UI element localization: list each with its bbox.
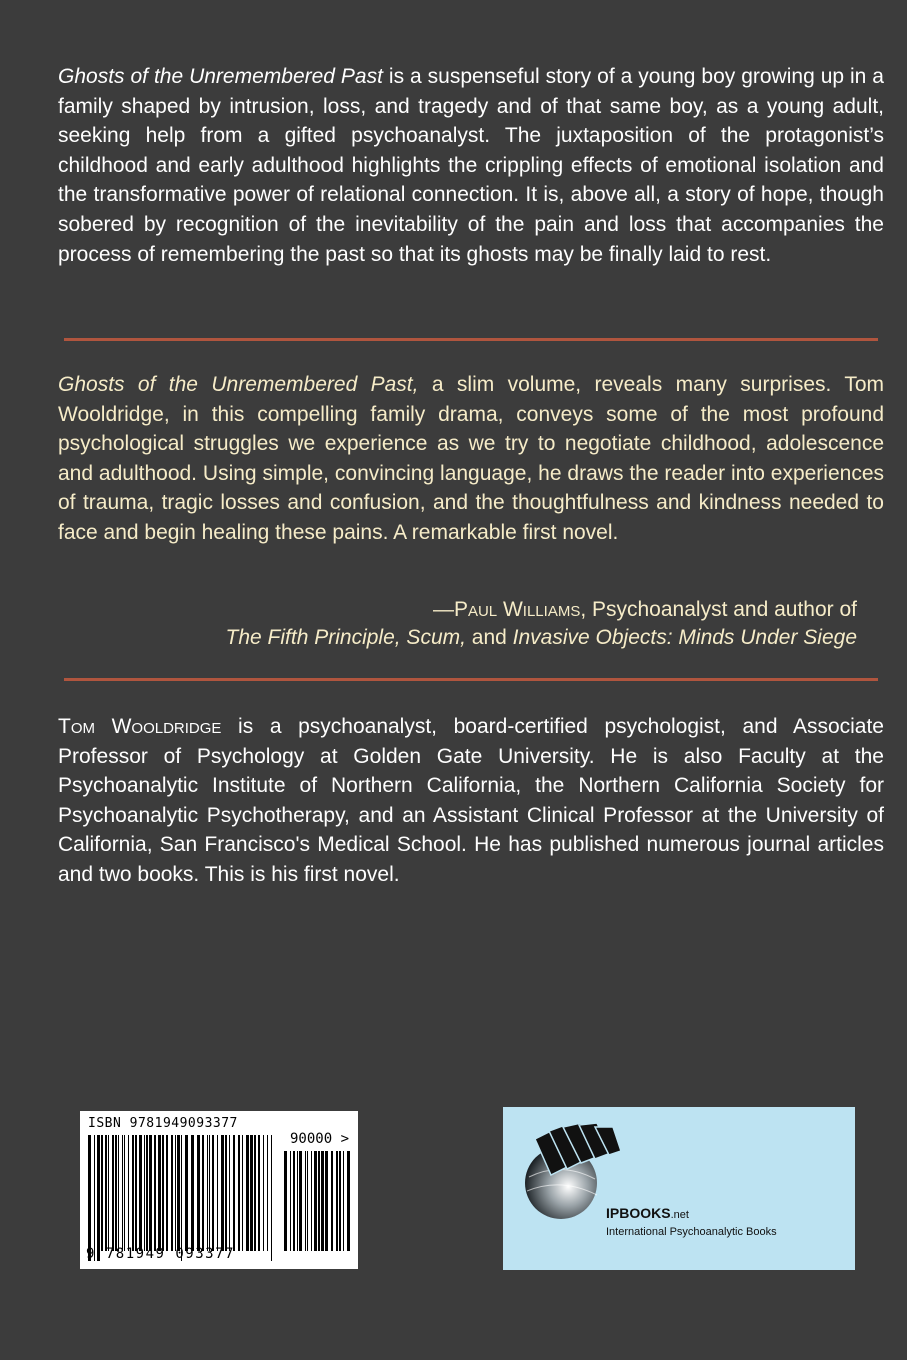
review-text: a slim volume, reveals many surprises. Tom Wooldridge, in this compelling family drama, conveys some of the most profound psychological struggles we experience as we try to negotiate childhood, adolescence and adulthood. Using simple, convincing language, he draws the reader into experiences of trauma, tragic losses and confusion, and the thoughtfulness and kindness needed to face and begin healing these pains. A remarkable first novel.	[58, 373, 884, 544]
barcode-bar	[258, 1135, 260, 1251]
barcode-bar	[122, 1135, 123, 1251]
barcode-bar	[128, 1135, 129, 1251]
publisher-name-main: IPBOOKS	[606, 1205, 671, 1221]
barcode-bar	[221, 1135, 224, 1251]
publisher-name	[606, 1205, 689, 1221]
barcode-bar	[158, 1135, 161, 1251]
barcode-bar	[191, 1135, 194, 1251]
barcode-bar	[246, 1135, 249, 1251]
barcode-bar	[318, 1151, 320, 1251]
barcode-bar	[299, 1151, 302, 1251]
barcode-bar	[166, 1135, 168, 1251]
barcode-bar	[139, 1135, 142, 1251]
publisher-logo-panel	[503, 1107, 855, 1270]
barcode-bar	[97, 1135, 100, 1261]
reviewer-book-1: The Fifth Principle, Scum,	[225, 626, 466, 649]
barcode-bar	[108, 1135, 109, 1251]
barcode-bar	[263, 1135, 264, 1251]
review-attribution	[226, 596, 857, 652]
barcode-bar	[238, 1135, 240, 1251]
barcode-bar	[307, 1151, 308, 1251]
review-paragraph	[58, 370, 884, 548]
barcode-bar	[135, 1135, 137, 1251]
barcode-bar	[314, 1151, 317, 1251]
barcode-bars	[88, 1135, 276, 1261]
review-book-title: Ghosts of the Unremembered Past,	[58, 373, 419, 396]
blurb-book-title: Ghosts of the Unremembered Past	[58, 65, 383, 88]
barcode-bar	[112, 1135, 114, 1251]
barcode-bar	[154, 1135, 156, 1251]
barcode-bar	[212, 1135, 214, 1251]
isbn-label: ISBN 9781949093377	[88, 1116, 238, 1131]
barcode-bar	[311, 1151, 312, 1251]
barcode-bar	[146, 1135, 148, 1251]
barcode-bar	[347, 1151, 350, 1251]
barcode-bar	[171, 1135, 173, 1251]
attribution-and: and	[465, 626, 513, 649]
attribution-dash: —	[432, 598, 454, 621]
barcode-bar	[209, 1135, 210, 1251]
publisher-name-suffix: .net	[670, 1209, 689, 1221]
barcode-bar	[162, 1135, 164, 1251]
bio-text: is a psychoanalyst, board-certified psychologist, and Associate Professor of Psychology at Golden Gate University. He is also Faculty at the Psychoanalytic Institute of Northern California, the Northern California Society for Psychoanalytic Psychotherapy, and an Assistant Clinical Professor at the University of California, San Francisco's Medical School. He has published numerous journal articles and two books. This is his first novel.	[58, 715, 884, 886]
attribution-line-2	[226, 624, 857, 652]
author-bio	[58, 712, 884, 890]
reviewer-name: Paul Williams	[453, 598, 581, 621]
divider-rule	[64, 338, 878, 341]
barcode-bar	[207, 1135, 208, 1251]
barcode-bar	[177, 1135, 180, 1251]
barcode-bar	[242, 1135, 243, 1251]
blurb-paragraph	[58, 62, 884, 269]
barcode-bar	[271, 1135, 272, 1261]
barcode-bar	[132, 1135, 134, 1251]
barcode-bar	[297, 1151, 298, 1251]
barcode-bar	[336, 1151, 338, 1251]
barcode-bar	[202, 1135, 204, 1251]
barcode-bar	[331, 1151, 333, 1251]
barcode-bar	[229, 1135, 230, 1251]
barcode-bar	[284, 1151, 287, 1251]
barcode-bar	[118, 1135, 119, 1251]
attribution-line-1	[226, 596, 857, 624]
isbn-digits: 9 781949 093377	[86, 1246, 235, 1262]
barcode-addon-bars	[284, 1151, 350, 1261]
barcode-bar	[149, 1135, 152, 1251]
barcode-label	[80, 1111, 358, 1269]
barcode-bar	[88, 1135, 91, 1261]
barcode-bar	[305, 1151, 306, 1251]
barcode-bar	[321, 1151, 324, 1251]
barcode-bar	[175, 1135, 176, 1251]
author-name: Tom Wooldridge	[58, 715, 222, 738]
barcode-bar	[181, 1135, 182, 1261]
barcode-bar	[101, 1135, 103, 1251]
barcode-bar	[293, 1151, 295, 1251]
barcode-bar	[144, 1135, 145, 1251]
barcode-bar	[254, 1135, 256, 1251]
reviewer-role: , Psychoanalyst and author of	[580, 598, 857, 621]
price-code: 90000 >	[290, 1131, 350, 1147]
blurb-text: is a suspenseful story of a young boy growing up in a family shaped by intrusion, loss, and tragedy and of that same boy, as a young adult, seeking help from a gifted psychoanalyst. The juxtaposition of the protagonist’s childhood and early adulthood highlights the crippling effects of emotional isolation and the transformative power of relational connection. It is, above all, a story of hope, though sobered by recognition of the inevitability of the pain and loss that accompanies the process of remembering the past so that its ghosts may be finally laid to rest.	[58, 65, 884, 266]
barcode-bar	[267, 1135, 268, 1251]
barcode-bar	[197, 1135, 200, 1251]
divider-rule	[64, 678, 878, 681]
barcode-bar	[185, 1135, 188, 1251]
barcode-bar	[124, 1135, 125, 1251]
barcode-bar	[339, 1151, 341, 1251]
barcode-bar	[325, 1151, 328, 1251]
barcode-bar	[217, 1135, 218, 1251]
barcode-bar	[225, 1135, 227, 1251]
barcode-bar	[115, 1135, 117, 1251]
barcode-bar	[94, 1135, 95, 1261]
publisher-tagline: International Psychoanalytic Books	[606, 1226, 777, 1238]
barcode-bar	[105, 1135, 107, 1251]
barcode-bar	[250, 1135, 253, 1251]
barcode-bar	[290, 1151, 291, 1251]
barcode-bar	[233, 1135, 235, 1251]
reviewer-book-2: Invasive Objects: Minds Under Siege	[512, 626, 857, 649]
barcode-bar	[343, 1151, 344, 1251]
